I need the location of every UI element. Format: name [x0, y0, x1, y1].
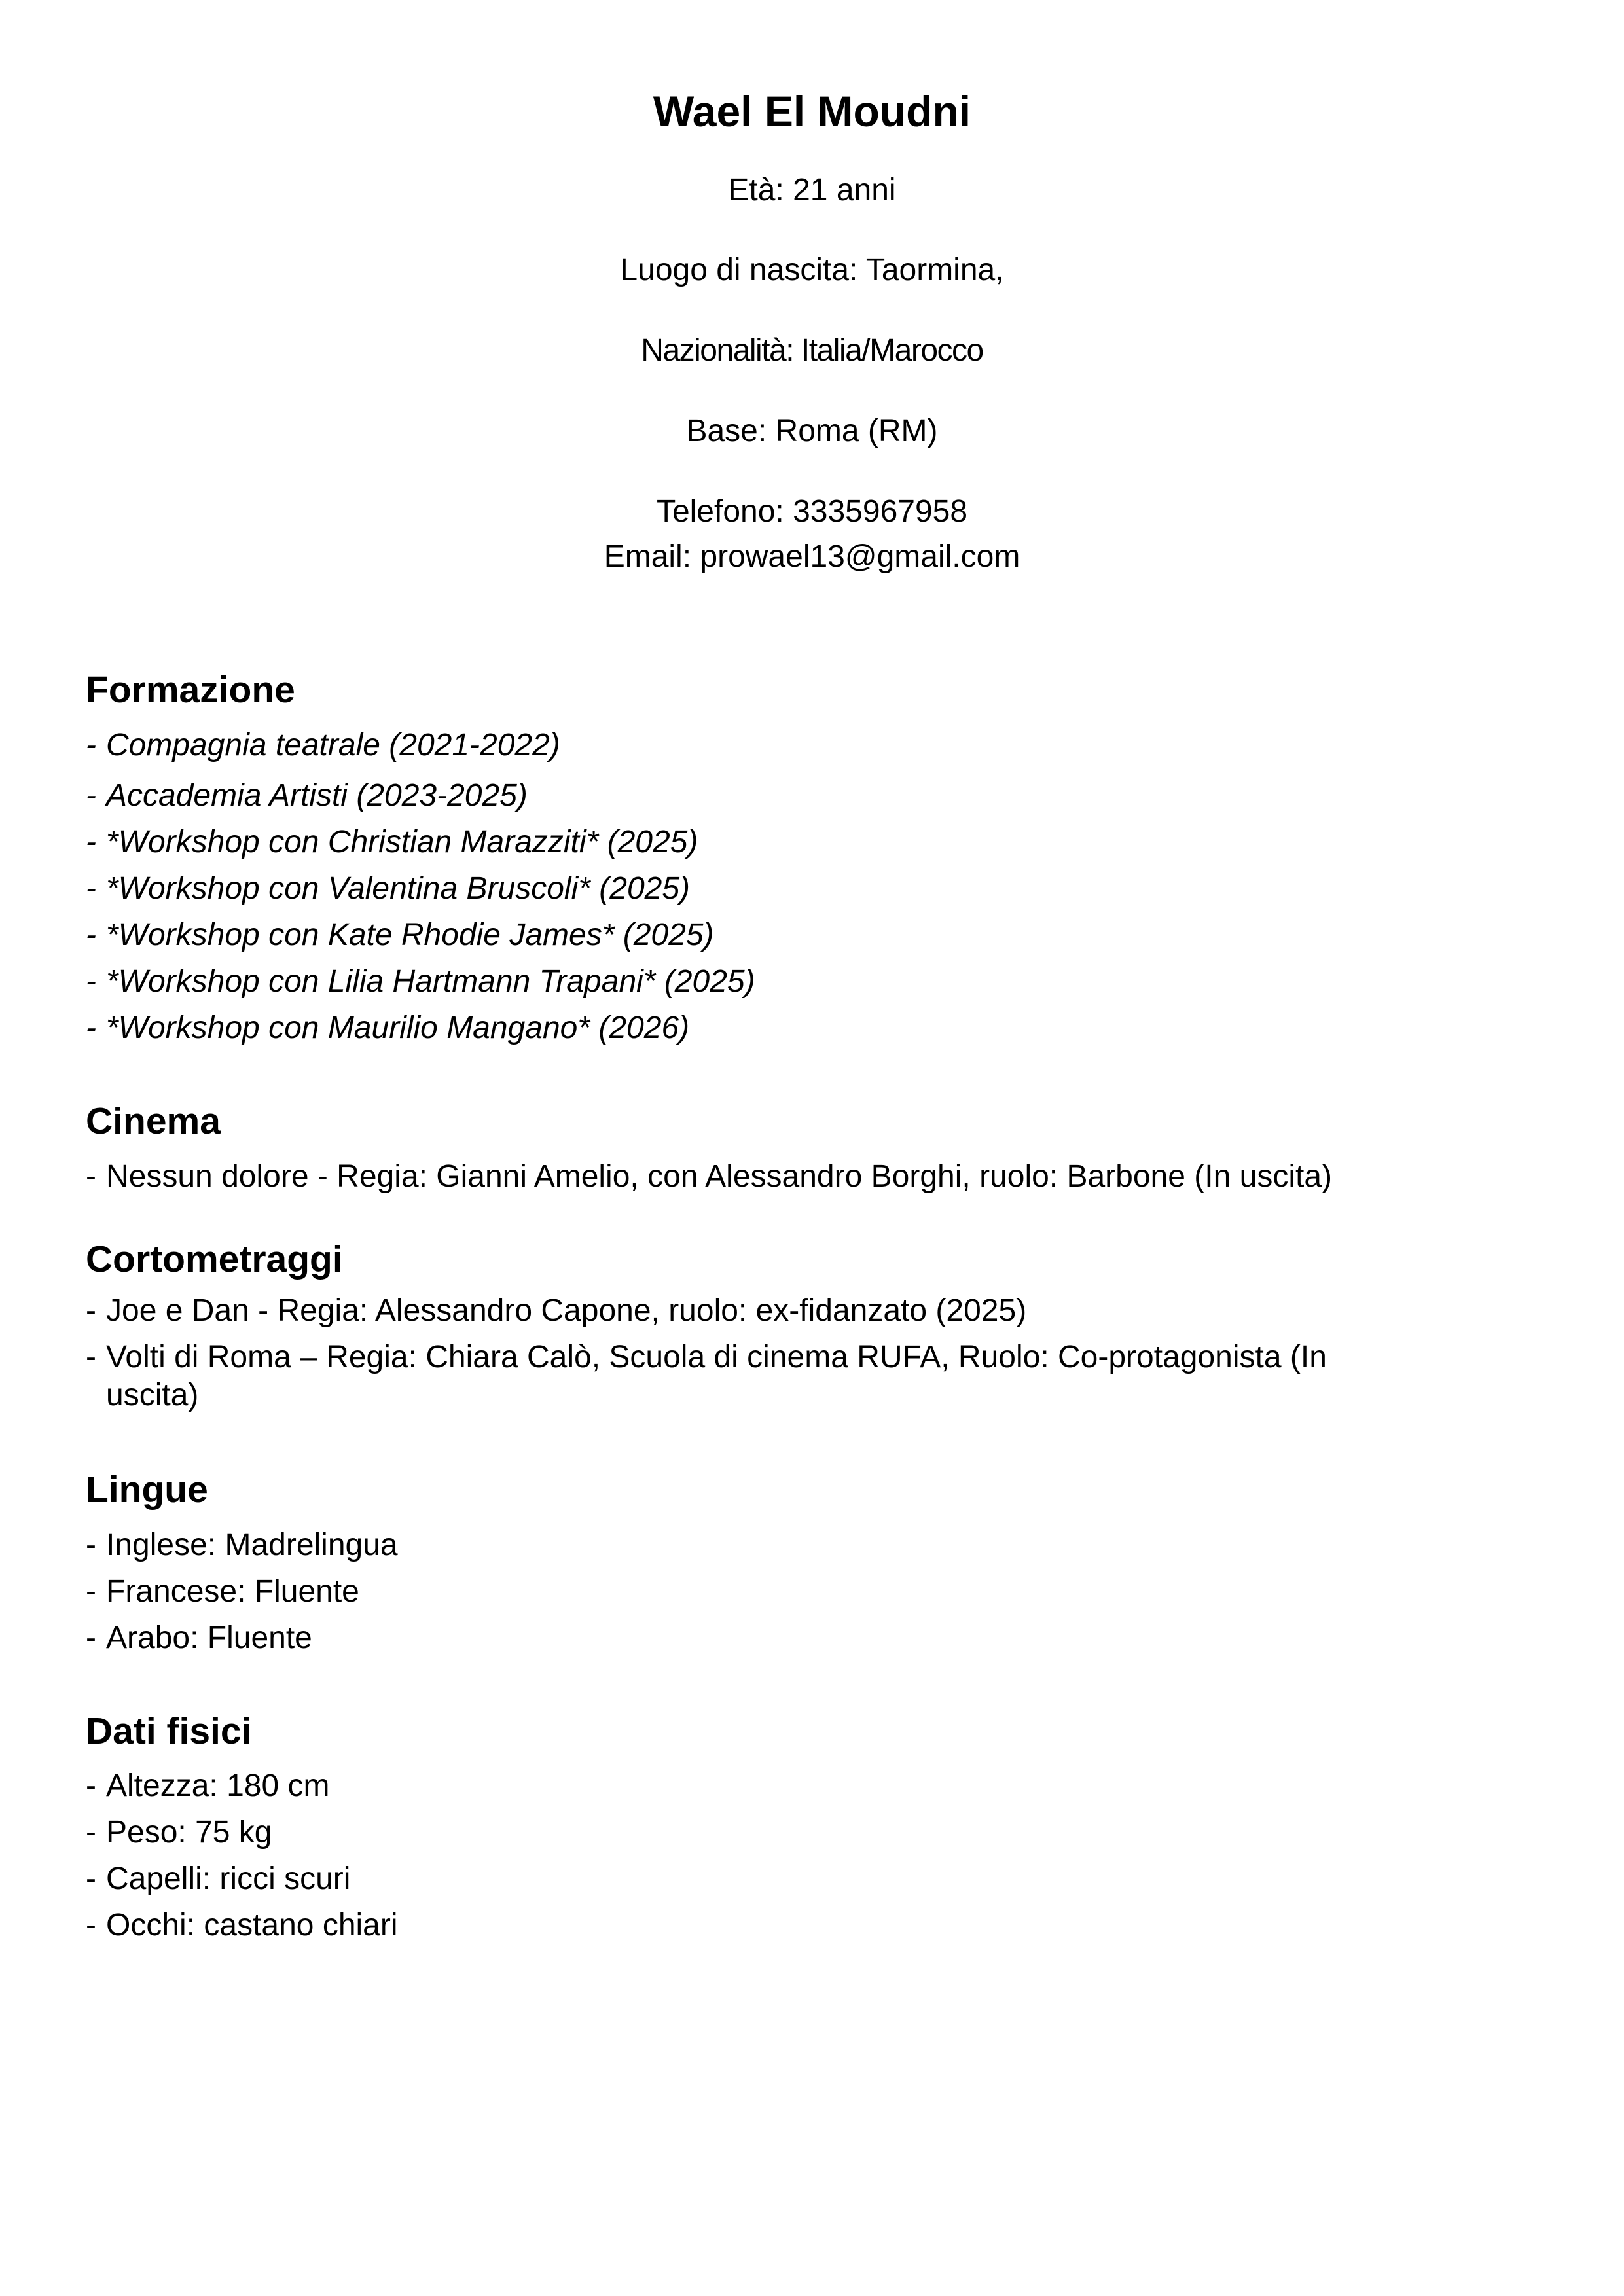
cinema-item: [86, 1158, 1332, 1196]
list-marker: -: [86, 1768, 96, 1803]
section-heading-cortometraggi: Cortometraggi: [86, 1238, 343, 1280]
dati-fisici-item-text: Capelli: ricci scuri: [106, 1861, 351, 1896]
lingue-item-text: Francese: Fluente: [106, 1574, 359, 1609]
cinema-item-text: Nessun dolore - Regia: Gianni Amelio, con Alessandro Borghi, ruolo: Barbone (In uscita): [106, 1159, 1333, 1194]
list-marker: -: [86, 1340, 96, 1374]
list-marker: -: [86, 1293, 96, 1328]
list-marker: -: [86, 918, 96, 952]
list-marker: -: [86, 1861, 96, 1896]
candidate-name: Wael El Moudni: [653, 87, 971, 135]
cortometraggi-item-text: Joe e Dan - Regia: Alessandro Capone, ruolo: ex-fidanzato (2025): [106, 1293, 1027, 1328]
list-marker: -: [86, 1159, 96, 1194]
formazione-item-text: *Workshop con Maurilio Mangano* (2026): [106, 1011, 690, 1045]
cortometraggi-item-text: Volti di Roma – Regia: Chiara Calò, Scuola di cinema RUFA, Ruolo: Co-protagonista (In uscita): [106, 1340, 1327, 1412]
list-marker: -: [86, 964, 96, 999]
lingue-item-text: Inglese: Madrelingua: [106, 1528, 398, 1562]
formazione-item-text: Compagnia teatrale (2021-2022): [106, 728, 560, 762]
formazione-item-text: Accademia Artisti (2023-2025): [106, 778, 528, 813]
list-marker: -: [86, 1815, 96, 1850]
dati-fisici-item: [86, 1907, 398, 1945]
list-marker: -: [86, 1621, 96, 1655]
dati-fisici-item: [86, 1860, 350, 1898]
dati-fisici-item: [86, 1814, 272, 1852]
section-heading-cinema: Cinema: [86, 1100, 221, 1142]
lingue-item-text: Arabo: Fluente: [106, 1621, 312, 1655]
formazione-item: [86, 963, 755, 1001]
formazione-item: [86, 1009, 689, 1047]
list-marker: -: [86, 728, 96, 762]
section-heading-formazione: Formazione: [86, 669, 295, 711]
dati-fisici-item-text: Occhi: castano chiari: [106, 1908, 398, 1943]
dati-fisici-item-text: Altezza: 180 cm: [106, 1768, 330, 1803]
list-marker: -: [86, 1574, 96, 1609]
formazione-item: [86, 726, 560, 764]
formazione-item: [86, 916, 713, 954]
section-heading-lingue: Lingue: [86, 1469, 208, 1511]
list-marker: -: [86, 825, 96, 859]
lingue-item: [86, 1619, 312, 1657]
formazione-item-text: *Workshop con Kate Rhodie James* (2025): [106, 918, 714, 952]
formazione-item: [86, 777, 528, 815]
list-marker: -: [86, 778, 96, 813]
email-line: Email: prowael13@gmail.com: [604, 539, 1020, 574]
lingue-item: [86, 1526, 398, 1564]
formazione-item: [86, 870, 690, 908]
list-marker: -: [86, 1528, 96, 1562]
list-marker: -: [86, 1908, 96, 1943]
formazione-item-text: *Workshop con Christian Marazziti* (2025): [106, 825, 698, 859]
dati-fisici-item: [86, 1767, 329, 1805]
formazione-item-text: *Workshop con Valentina Bruscoli* (2025): [106, 871, 691, 906]
age-line: Età: 21 anni: [728, 173, 896, 207]
section-heading-dati-fisici: Dati fisici: [86, 1710, 252, 1752]
birthplace-line: Luogo di nascita: Taormina,: [620, 253, 1004, 287]
cortometraggi-item: [86, 1292, 1026, 1330]
formazione-item-text: *Workshop con Lilia Hartmann Trapani* (2025): [106, 964, 755, 999]
list-marker: -: [86, 1011, 96, 1045]
phone-line: Telefono: 3335967958: [656, 494, 968, 529]
list-marker: -: [86, 871, 96, 906]
nationality-line: Nazionalità: Italia/Marocco: [641, 333, 983, 368]
formazione-item: [86, 823, 698, 861]
cortometraggi-item: [86, 1338, 1421, 1414]
base-line: Base: Roma (RM): [686, 414, 938, 448]
lingue-item: [86, 1573, 359, 1611]
dati-fisici-item-text: Peso: 75 kg: [106, 1815, 272, 1850]
